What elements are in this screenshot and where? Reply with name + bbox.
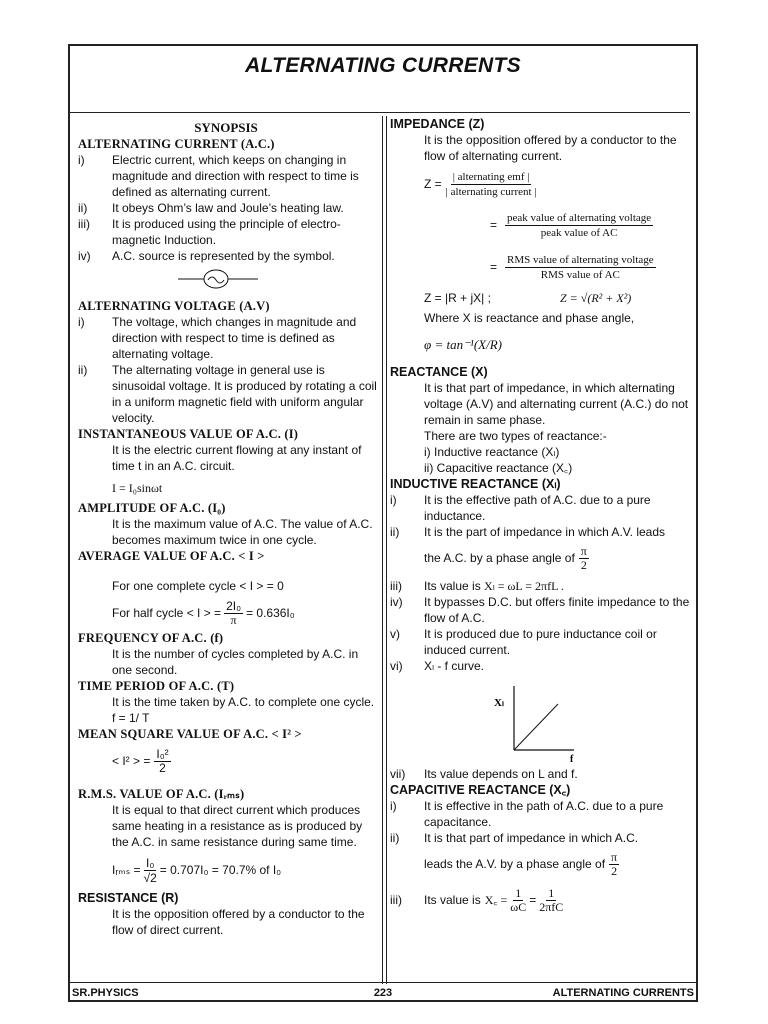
- equals-sign: =: [490, 218, 498, 232]
- item-text: It is effective in the path of A.C. due to a pure capacitance.: [424, 799, 664, 829]
- mean-square-heading: MEAN SQUARE VALUE OF A.C. < I² >: [78, 727, 302, 741]
- rms-rhs: = 0.707I₀ = 70.7% of I₀: [159, 863, 282, 877]
- avg-half-fraction: [224, 600, 243, 627]
- item-number: i): [78, 153, 85, 167]
- pi-over-two: [609, 851, 619, 878]
- reactance-type-capacitive: ii) Capacitive reactance (X꜀): [424, 461, 573, 475]
- list-item: [78, 314, 378, 362]
- ac-list: [78, 152, 378, 264]
- list-item: [390, 766, 692, 782]
- item-number: vi): [390, 659, 403, 673]
- xl-f-graph: [390, 674, 692, 766]
- list-item: [78, 200, 378, 216]
- z-complex: Z = |R + jX| ;: [424, 291, 491, 305]
- inductive-reactance-formula: Xₗ = ωL = 2πfL .: [484, 579, 564, 593]
- list-item: [78, 152, 378, 200]
- item-number: iii): [390, 579, 402, 593]
- value-label: Its value is: [424, 579, 481, 593]
- fraction-denominator: ωC: [510, 899, 527, 914]
- fraction-numerator: peak value of alternating voltage: [507, 211, 652, 224]
- page-number: 223: [373, 987, 393, 999]
- item-text: [424, 578, 692, 594]
- z-magnitude: Z = √(R² + X²): [560, 291, 632, 305]
- capacitive-lhs: X꜀ =: [484, 893, 508, 907]
- impedance-heading: IMPEDANCE (Z): [390, 117, 485, 131]
- fraction-denominator: 2: [580, 557, 587, 572]
- cap-fraction-2: [539, 887, 563, 914]
- impedance-formula-3: [390, 246, 692, 288]
- average-full-cycle: For one complete cycle < I > = 0: [112, 579, 284, 593]
- amplitude-heading: AMPLITUDE OF A.C. (I₀): [78, 501, 226, 515]
- page-title: ALTERNATING CURRENTS: [245, 54, 521, 77]
- rms-fraction: [144, 856, 157, 885]
- list-item: [390, 578, 692, 594]
- synopsis-heading: SYNOPSIS: [194, 120, 258, 135]
- fraction-numerator: | alternating emf |: [452, 170, 530, 183]
- footer-left: SR.PHYSICS: [72, 987, 139, 999]
- mean-square-formula: [78, 742, 378, 780]
- reactance-types: There are two types of reactance:-: [424, 429, 607, 443]
- item-text: The alternating voltage in general use is sinusoidal voltage. It is produced by rotating a coil in a uniform magnetic field with uniform angular velocity.: [112, 363, 377, 425]
- rms-formula: [78, 850, 378, 890]
- fraction-denominator: 2πfC: [539, 899, 564, 914]
- item-number: iv): [390, 595, 403, 609]
- z1-fraction: [446, 170, 537, 199]
- instantaneous-formula: I = I₀sinωt: [112, 481, 163, 495]
- item-text: It obeys Ohm’s law and Joule’s heating law.: [112, 201, 344, 215]
- item-number: i): [390, 799, 397, 813]
- cap-fraction-1: [510, 887, 526, 914]
- fraction-denominator: | alternating current |: [445, 185, 537, 198]
- list-item: [78, 362, 378, 426]
- fraction-denominator: RMS value of AC: [540, 268, 620, 281]
- item-number: ii): [78, 201, 88, 215]
- fraction-denominator: peak value of AC: [540, 226, 618, 239]
- item-number: v): [390, 627, 400, 641]
- inductive-reactance-heading: INDUCTIVE REACTANCE (Xₗ): [390, 477, 561, 491]
- reactance-text: It is that part of impedance, in which alternating voltage (A.V) and alternating current (A.C.) do not remain in same phase.: [424, 381, 689, 427]
- instantaneous-text: It is the electric current flowing at any instant of time t in an A.C. circuit.: [112, 443, 362, 473]
- item-text: It is produced due to pure inductance coil or induced current.: [424, 627, 657, 657]
- left-column: [78, 120, 378, 938]
- list-item: [390, 492, 692, 524]
- item-number: ii): [390, 525, 400, 539]
- list-item: [390, 882, 692, 918]
- item-text: It is that part of impedance in which A.C.: [424, 831, 639, 845]
- rms-heading: R.M.S. VALUE OF A.C. (Iᵣₘₛ): [78, 787, 245, 801]
- time-period-text: It is the time taken by A.C. to complete one cycle.: [112, 695, 375, 709]
- item-text: [424, 887, 692, 914]
- column-divider-inner: [386, 116, 387, 984]
- fraction-numerator: π: [611, 849, 618, 864]
- average-heading: AVERAGE VALUE OF A.C. < I >: [78, 549, 265, 563]
- list-item: [390, 658, 692, 674]
- impedance-text: It is the opposition offered by a conductor to the flow of alternating current.: [424, 133, 677, 163]
- item-number: vii): [390, 767, 406, 781]
- frequency-text: It is the number of cycles completed by A.C. in one second.: [112, 647, 359, 677]
- capacitive-reactance-heading: CAPACITIVE REACTANCE (X꜀): [390, 783, 571, 797]
- ac-heading: ALTERNATING CURRENT (A.C.): [78, 137, 275, 151]
- reactance-type-inductive: i) Inductive reactance (Xₗ): [424, 445, 560, 459]
- list-item: [78, 216, 378, 248]
- where-text: Where X is reactance and phase angle,: [424, 311, 635, 325]
- item-number: iv): [78, 249, 91, 263]
- average-half-cycle: [78, 596, 378, 630]
- list-item: [390, 626, 692, 658]
- graph-x-label: f: [570, 754, 574, 765]
- fraction-numerator: π: [580, 543, 587, 558]
- fraction-denominator: π: [230, 612, 237, 627]
- page-footer: [70, 985, 696, 1001]
- item-text: A.C. source is represented by the symbol.: [112, 249, 335, 263]
- equals-sign: =: [529, 893, 537, 907]
- item-text: It is the effective path of A.C. due to a pure inductance.: [424, 493, 651, 523]
- time-period-formula: f = 1/ T: [112, 711, 150, 725]
- list-item: [390, 524, 692, 540]
- ms-fraction: [154, 748, 170, 775]
- z-lhs: Z =: [424, 177, 442, 191]
- reactance-heading: REACTANCE (X): [390, 365, 488, 379]
- phase-text: leads the A.V. by a phase angle of: [424, 857, 606, 871]
- resistance-text: It is the opposition offered by a conductor to the flow of direct current.: [112, 907, 365, 937]
- item-number: iii): [390, 893, 402, 907]
- list-item: [390, 798, 692, 830]
- ac-source-icon: [78, 264, 378, 294]
- item-text: It bypasses D.C. but offers finite impedance to the flow of A.C.: [424, 595, 690, 625]
- inductive-phase-line: [390, 540, 692, 576]
- item-number: i): [78, 315, 85, 329]
- item-number: i): [390, 493, 397, 507]
- capacitive-phase-line: [390, 846, 692, 882]
- ac-source-symbol: [78, 264, 378, 294]
- list-item: [390, 830, 692, 846]
- item-text: It is produced using the principle of electro-magnetic Induction.: [112, 217, 341, 247]
- ms-lhs: < I² > =: [112, 754, 151, 768]
- item-text: Electric current, which keeps on changing in magnitude and direction with respect to time is defined as alternating current.: [112, 153, 359, 199]
- item-text: It is the part of impedance in which A.V. leads: [424, 525, 666, 539]
- item-number: ii): [78, 363, 88, 377]
- av-heading: ALTERNATING VOLTAGE (A.V): [78, 299, 270, 313]
- time-period-heading: TIME PERIOD OF A.C. (T): [78, 679, 235, 693]
- title-divider: [70, 112, 690, 113]
- fraction-numerator: 2I₀: [226, 598, 242, 613]
- impedance-formula-2: [390, 204, 692, 246]
- equals-sign: =: [490, 260, 498, 274]
- right-column: [390, 116, 692, 918]
- column-divider: [382, 116, 383, 984]
- fraction-numerator: 1: [515, 885, 522, 900]
- resistance-heading: RESISTANCE (R): [78, 891, 179, 905]
- value-label: Its value is: [424, 893, 481, 907]
- fraction-denominator: 2: [611, 863, 618, 878]
- item-text: Xₗ - f curve.: [424, 659, 485, 673]
- list-item: [78, 248, 378, 264]
- footer-right: ALTERNATING CURRENTS: [552, 987, 694, 999]
- instantaneous-heading: INSTANTANEOUS VALUE OF A.C. (I): [78, 427, 299, 441]
- item-text: Its value depends on L and f.: [424, 767, 578, 781]
- z2-fraction: [505, 211, 653, 240]
- fraction-numerator: I₀: [145, 855, 155, 870]
- fraction-numerator: I₀²: [156, 746, 169, 761]
- graph-y-label: Xₗ: [494, 697, 504, 709]
- rms-lhs: Iᵣₘₛ =: [112, 863, 141, 877]
- amplitude-text: It is the maximum value of A.C. The value of A.C. becomes maximum twice in one cycle.: [112, 517, 373, 547]
- xl-f-graph-svg: [390, 674, 690, 766]
- rms-text: It is equal to that direct current which produces same heating in a resistance as is produced by the A.C. in same resistance during same time.: [112, 803, 363, 849]
- list-item: [390, 594, 692, 626]
- pi-over-two: [579, 545, 589, 572]
- fraction-numerator: RMS value of alternating voltage: [507, 253, 654, 266]
- avg-half-suffix: = 0.636I₀: [246, 606, 295, 620]
- impedance-formula-1: [390, 164, 692, 204]
- item-number: iii): [78, 217, 90, 231]
- z3-fraction: [505, 253, 656, 282]
- phase-angle-formula: φ = tan⁻¹(X/R): [424, 337, 502, 352]
- fraction-denominator: 2: [159, 760, 166, 775]
- frequency-heading: FREQUENCY OF A.C. (f): [78, 631, 224, 645]
- avg-half-prefix: For half cycle < I > =: [112, 606, 222, 620]
- phase-text: the A.C. by a phase angle of: [424, 551, 575, 565]
- item-number: ii): [390, 831, 400, 845]
- fraction-denominator: √2: [143, 870, 157, 885]
- item-text: The voltage, which changes in magnitude and direction with respect to time is defined as alternating voltage.: [112, 315, 357, 361]
- fraction-numerator: 1: [548, 885, 555, 900]
- impedance-magnitude-line: [390, 290, 692, 310]
- footer-divider: [70, 982, 696, 983]
